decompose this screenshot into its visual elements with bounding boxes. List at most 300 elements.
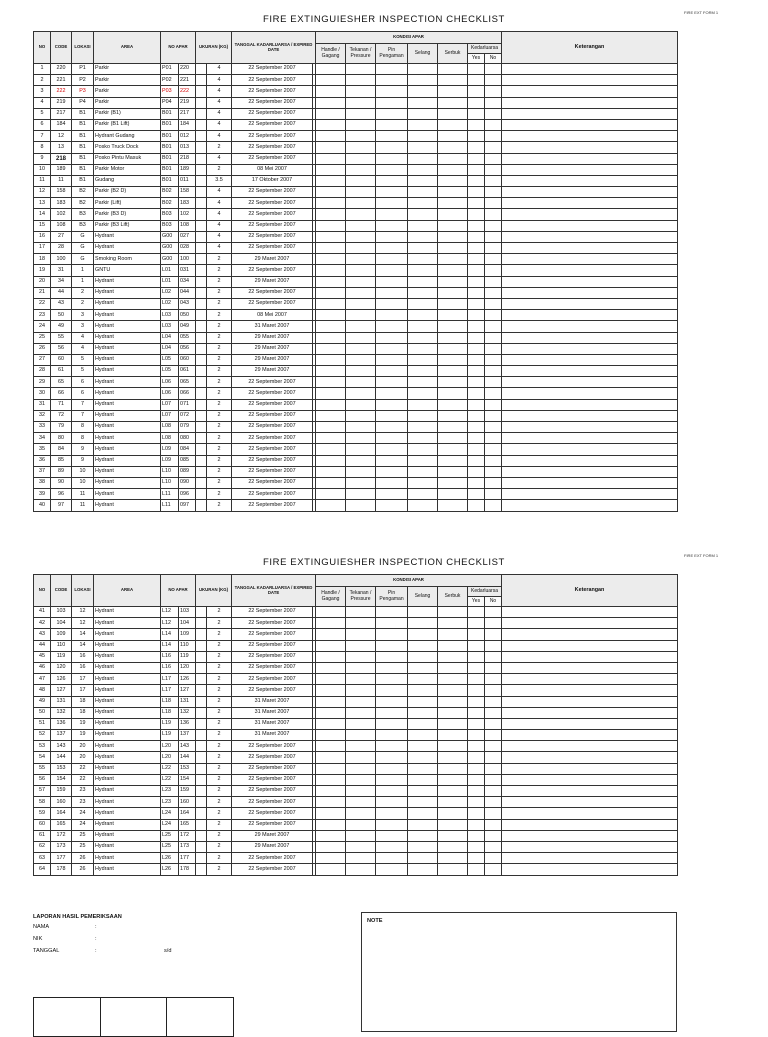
cell-no-check[interactable] [485,388,502,399]
cell-keterangan[interactable] [502,220,678,231]
cell-selang[interactable] [408,153,438,164]
cell-no-check[interactable] [485,164,502,175]
cell-no-check[interactable] [485,142,502,153]
cell-keterangan[interactable] [502,209,678,220]
cell-serbuk[interactable] [438,830,468,841]
cell-keterangan[interactable] [502,607,678,618]
cell-spacer[interactable] [196,131,207,142]
cell-pin[interactable] [376,853,408,864]
cell-serbuk[interactable] [438,741,468,752]
cell-tekanan[interactable] [346,209,376,220]
cell-selang[interactable] [408,500,438,511]
cell-handle[interactable] [316,220,346,231]
cell-pin[interactable] [376,774,408,785]
cell-tekanan[interactable] [346,651,376,662]
cell-serbuk[interactable] [438,422,468,433]
cell-yes[interactable] [468,797,485,808]
cell-keterangan[interactable] [502,231,678,242]
cell-serbuk[interactable] [438,343,468,354]
cell-yes[interactable] [468,730,485,741]
cell-tekanan[interactable] [346,763,376,774]
cell-no-check[interactable] [485,629,502,640]
cell-serbuk[interactable] [438,618,468,629]
cell-no-check[interactable] [485,685,502,696]
cell-selang[interactable] [408,298,438,309]
cell-handle[interactable] [316,763,346,774]
cell-handle[interactable] [316,422,346,433]
cell-pin[interactable] [376,674,408,685]
cell-spacer[interactable] [196,500,207,511]
cell-no-check[interactable] [485,500,502,511]
cell-handle[interactable] [316,209,346,220]
cell-handle[interactable] [316,198,346,209]
cell-selang[interactable] [408,198,438,209]
cell-serbuk[interactable] [438,763,468,774]
cell-no-check[interactable] [485,175,502,186]
cell-keterangan[interactable] [502,741,678,752]
cell-pin[interactable] [376,131,408,142]
cell-yes[interactable] [468,466,485,477]
cell-selang[interactable] [408,366,438,377]
cell-serbuk[interactable] [438,500,468,511]
cell-pin[interactable] [376,399,408,410]
cell-tekanan[interactable] [346,607,376,618]
cell-tekanan[interactable] [346,433,376,444]
cell-pin[interactable] [376,607,408,618]
cell-keterangan[interactable] [502,718,678,729]
cell-selang[interactable] [408,265,438,276]
cell-serbuk[interactable] [438,187,468,198]
cell-serbuk[interactable] [438,489,468,500]
cell-serbuk[interactable] [438,388,468,399]
cell-serbuk[interactable] [438,730,468,741]
cell-tekanan[interactable] [346,786,376,797]
cell-serbuk[interactable] [438,774,468,785]
cell-keterangan[interactable] [502,455,678,466]
cell-handle[interactable] [316,489,346,500]
cell-spacer[interactable] [196,97,207,108]
cell-no-check[interactable] [485,640,502,651]
cell-spacer[interactable] [196,662,207,673]
cell-yes[interactable] [468,298,485,309]
cell-selang[interactable] [408,797,438,808]
cell-handle[interactable] [316,651,346,662]
cell-selang[interactable] [408,321,438,332]
cell-keterangan[interactable] [502,198,678,209]
cell-spacer[interactable] [196,853,207,864]
cell-serbuk[interactable] [438,607,468,618]
cell-selang[interactable] [408,399,438,410]
cell-selang[interactable] [408,455,438,466]
cell-no-check[interactable] [485,763,502,774]
cell-tekanan[interactable] [346,752,376,763]
cell-spacer[interactable] [196,231,207,242]
cell-spacer[interactable] [196,198,207,209]
cell-tekanan[interactable] [346,819,376,830]
cell-spacer[interactable] [196,243,207,254]
cell-yes[interactable] [468,231,485,242]
cell-handle[interactable] [316,366,346,377]
cell-no-check[interactable] [485,853,502,864]
cell-handle[interactable] [316,153,346,164]
cell-handle[interactable] [316,500,346,511]
cell-yes[interactable] [468,674,485,685]
cell-keterangan[interactable] [502,674,678,685]
cell-spacer[interactable] [196,75,207,86]
cell-pin[interactable] [376,410,408,421]
cell-yes[interactable] [468,310,485,321]
cell-no-check[interactable] [485,651,502,662]
cell-selang[interactable] [408,142,438,153]
cell-serbuk[interactable] [438,287,468,298]
cell-yes[interactable] [468,377,485,388]
cell-pin[interactable] [376,864,408,875]
cell-serbuk[interactable] [438,455,468,466]
cell-yes[interactable] [468,752,485,763]
cell-serbuk[interactable] [438,198,468,209]
cell-spacer[interactable] [196,64,207,75]
cell-spacer[interactable] [196,763,207,774]
cell-handle[interactable] [316,164,346,175]
cell-yes[interactable] [468,662,485,673]
cell-spacer[interactable] [196,153,207,164]
cell-keterangan[interactable] [502,388,678,399]
cell-tekanan[interactable] [346,730,376,741]
cell-handle[interactable] [316,477,346,488]
cell-selang[interactable] [408,841,438,852]
cell-keterangan[interactable] [502,142,678,153]
cell-tekanan[interactable] [346,797,376,808]
cell-selang[interactable] [408,707,438,718]
cell-handle[interactable] [316,332,346,343]
cell-selang[interactable] [408,332,438,343]
cell-no-check[interactable] [485,198,502,209]
cell-handle[interactable] [316,187,346,198]
cell-handle[interactable] [316,254,346,265]
cell-handle[interactable] [316,276,346,287]
cell-no-check[interactable] [485,343,502,354]
cell-no-check[interactable] [485,730,502,741]
cell-pin[interactable] [376,819,408,830]
cell-selang[interactable] [408,209,438,220]
cell-serbuk[interactable] [438,696,468,707]
cell-serbuk[interactable] [438,864,468,875]
cell-tekanan[interactable] [346,399,376,410]
cell-yes[interactable] [468,444,485,455]
cell-tekanan[interactable] [346,741,376,752]
cell-no-check[interactable] [485,662,502,673]
cell-no-check[interactable] [485,220,502,231]
cell-serbuk[interactable] [438,153,468,164]
cell-pin[interactable] [376,786,408,797]
cell-tekanan[interactable] [346,153,376,164]
cell-serbuk[interactable] [438,444,468,455]
cell-serbuk[interactable] [438,220,468,231]
cell-yes[interactable] [468,786,485,797]
cell-keterangan[interactable] [502,808,678,819]
cell-no-check[interactable] [485,321,502,332]
cell-selang[interactable] [408,388,438,399]
cell-no-check[interactable] [485,741,502,752]
cell-pin[interactable] [376,662,408,673]
cell-no-check[interactable] [485,455,502,466]
cell-spacer[interactable] [196,343,207,354]
cell-pin[interactable] [376,220,408,231]
cell-pin[interactable] [376,332,408,343]
cell-tekanan[interactable] [346,265,376,276]
cell-spacer[interactable] [196,640,207,651]
cell-serbuk[interactable] [438,674,468,685]
cell-spacer[interactable] [196,209,207,220]
cell-tekanan[interactable] [346,198,376,209]
cell-pin[interactable] [376,198,408,209]
cell-selang[interactable] [408,786,438,797]
cell-handle[interactable] [316,410,346,421]
cell-pin[interactable] [376,321,408,332]
cell-spacer[interactable] [196,674,207,685]
cell-selang[interactable] [408,718,438,729]
cell-yes[interactable] [468,433,485,444]
cell-handle[interactable] [316,640,346,651]
cell-handle[interactable] [316,685,346,696]
cell-pin[interactable] [376,489,408,500]
cell-spacer[interactable] [196,164,207,175]
cell-selang[interactable] [408,187,438,198]
cell-yes[interactable] [468,198,485,209]
cell-serbuk[interactable] [438,410,468,421]
cell-keterangan[interactable] [502,175,678,186]
cell-yes[interactable] [468,243,485,254]
signature-cell[interactable] [167,998,233,1036]
cell-no-check[interactable] [485,187,502,198]
cell-spacer[interactable] [196,108,207,119]
cell-yes[interactable] [468,108,485,119]
cell-no-check[interactable] [485,674,502,685]
cell-keterangan[interactable] [502,640,678,651]
cell-keterangan[interactable] [502,187,678,198]
cell-tekanan[interactable] [346,243,376,254]
cell-tekanan[interactable] [346,354,376,365]
cell-no-check[interactable] [485,209,502,220]
cell-spacer[interactable] [196,786,207,797]
cell-pin[interactable] [376,841,408,852]
cell-spacer[interactable] [196,298,207,309]
cell-handle[interactable] [316,310,346,321]
cell-serbuk[interactable] [438,752,468,763]
cell-keterangan[interactable] [502,696,678,707]
cell-selang[interactable] [408,175,438,186]
cell-tekanan[interactable] [346,841,376,852]
cell-serbuk[interactable] [438,808,468,819]
cell-keterangan[interactable] [502,618,678,629]
cell-yes[interactable] [468,175,485,186]
cell-tekanan[interactable] [346,175,376,186]
cell-no-check[interactable] [485,332,502,343]
cell-spacer[interactable] [196,730,207,741]
cell-selang[interactable] [408,444,438,455]
cell-no-check[interactable] [485,287,502,298]
cell-handle[interactable] [316,131,346,142]
cell-no-check[interactable] [485,841,502,852]
cell-selang[interactable] [408,243,438,254]
cell-handle[interactable] [316,629,346,640]
cell-pin[interactable] [376,433,408,444]
cell-serbuk[interactable] [438,366,468,377]
cell-tekanan[interactable] [346,830,376,841]
cell-tekanan[interactable] [346,864,376,875]
cell-tekanan[interactable] [346,685,376,696]
cell-keterangan[interactable] [502,265,678,276]
cell-pin[interactable] [376,164,408,175]
cell-selang[interactable] [408,640,438,651]
cell-pin[interactable] [376,466,408,477]
cell-serbuk[interactable] [438,231,468,242]
cell-spacer[interactable] [196,774,207,785]
cell-handle[interactable] [316,741,346,752]
cell-spacer[interactable] [196,187,207,198]
cell-serbuk[interactable] [438,86,468,97]
cell-serbuk[interactable] [438,332,468,343]
cell-selang[interactable] [408,674,438,685]
cell-selang[interactable] [408,164,438,175]
cell-spacer[interactable] [196,696,207,707]
cell-tekanan[interactable] [346,500,376,511]
cell-keterangan[interactable] [502,444,678,455]
cell-selang[interactable] [408,830,438,841]
cell-pin[interactable] [376,797,408,808]
cell-selang[interactable] [408,86,438,97]
cell-yes[interactable] [468,388,485,399]
cell-yes[interactable] [468,489,485,500]
cell-serbuk[interactable] [438,477,468,488]
cell-spacer[interactable] [196,718,207,729]
cell-tekanan[interactable] [346,321,376,332]
cell-tekanan[interactable] [346,388,376,399]
cell-handle[interactable] [316,75,346,86]
cell-selang[interactable] [408,489,438,500]
cell-selang[interactable] [408,466,438,477]
cell-yes[interactable] [468,640,485,651]
cell-yes[interactable] [468,707,485,718]
cell-pin[interactable] [376,298,408,309]
cell-handle[interactable] [316,774,346,785]
cell-keterangan[interactable] [502,651,678,662]
cell-spacer[interactable] [196,377,207,388]
cell-no-check[interactable] [485,97,502,108]
cell-spacer[interactable] [196,433,207,444]
cell-serbuk[interactable] [438,718,468,729]
cell-yes[interactable] [468,276,485,287]
cell-yes[interactable] [468,254,485,265]
cell-keterangan[interactable] [502,433,678,444]
cell-tekanan[interactable] [346,86,376,97]
cell-tekanan[interactable] [346,618,376,629]
cell-spacer[interactable] [196,175,207,186]
cell-keterangan[interactable] [502,466,678,477]
cell-spacer[interactable] [196,752,207,763]
cell-pin[interactable] [376,287,408,298]
cell-no-check[interactable] [485,466,502,477]
cell-pin[interactable] [376,354,408,365]
cell-spacer[interactable] [196,366,207,377]
cell-pin[interactable] [376,97,408,108]
cell-tekanan[interactable] [346,477,376,488]
cell-selang[interactable] [408,662,438,673]
cell-spacer[interactable] [196,444,207,455]
cell-handle[interactable] [316,808,346,819]
cell-selang[interactable] [408,75,438,86]
cell-yes[interactable] [468,853,485,864]
cell-serbuk[interactable] [438,685,468,696]
cell-spacer[interactable] [196,388,207,399]
cell-keterangan[interactable] [502,86,678,97]
cell-handle[interactable] [316,265,346,276]
cell-tekanan[interactable] [346,276,376,287]
cell-handle[interactable] [316,175,346,186]
cell-spacer[interactable] [196,819,207,830]
cell-spacer[interactable] [196,220,207,231]
cell-selang[interactable] [408,853,438,864]
cell-handle[interactable] [316,86,346,97]
cell-pin[interactable] [376,629,408,640]
cell-handle[interactable] [316,752,346,763]
cell-spacer[interactable] [196,489,207,500]
cell-spacer[interactable] [196,287,207,298]
cell-yes[interactable] [468,97,485,108]
cell-pin[interactable] [376,444,408,455]
cell-selang[interactable] [408,864,438,875]
cell-selang[interactable] [408,354,438,365]
cell-keterangan[interactable] [502,422,678,433]
cell-yes[interactable] [468,774,485,785]
cell-no-check[interactable] [485,75,502,86]
cell-serbuk[interactable] [438,853,468,864]
cell-serbuk[interactable] [438,243,468,254]
cell-yes[interactable] [468,64,485,75]
cell-keterangan[interactable] [502,752,678,763]
cell-selang[interactable] [408,410,438,421]
cell-tekanan[interactable] [346,853,376,864]
cell-serbuk[interactable] [438,377,468,388]
cell-serbuk[interactable] [438,786,468,797]
cell-handle[interactable] [316,243,346,254]
cell-yes[interactable] [468,718,485,729]
cell-serbuk[interactable] [438,97,468,108]
cell-pin[interactable] [376,730,408,741]
cell-tekanan[interactable] [346,640,376,651]
cell-no-check[interactable] [485,243,502,254]
cell-yes[interactable] [468,75,485,86]
cell-keterangan[interactable] [502,97,678,108]
cell-selang[interactable] [408,310,438,321]
cell-tekanan[interactable] [346,808,376,819]
cell-no-check[interactable] [485,310,502,321]
cell-keterangan[interactable] [502,243,678,254]
cell-handle[interactable] [316,466,346,477]
cell-selang[interactable] [408,651,438,662]
cell-selang[interactable] [408,819,438,830]
cell-no-check[interactable] [485,797,502,808]
cell-handle[interactable] [316,108,346,119]
cell-handle[interactable] [316,142,346,153]
cell-keterangan[interactable] [502,830,678,841]
cell-no-check[interactable] [485,119,502,130]
cell-handle[interactable] [316,343,346,354]
cell-selang[interactable] [408,64,438,75]
cell-no-check[interactable] [485,377,502,388]
cell-tekanan[interactable] [346,119,376,130]
cell-keterangan[interactable] [502,164,678,175]
